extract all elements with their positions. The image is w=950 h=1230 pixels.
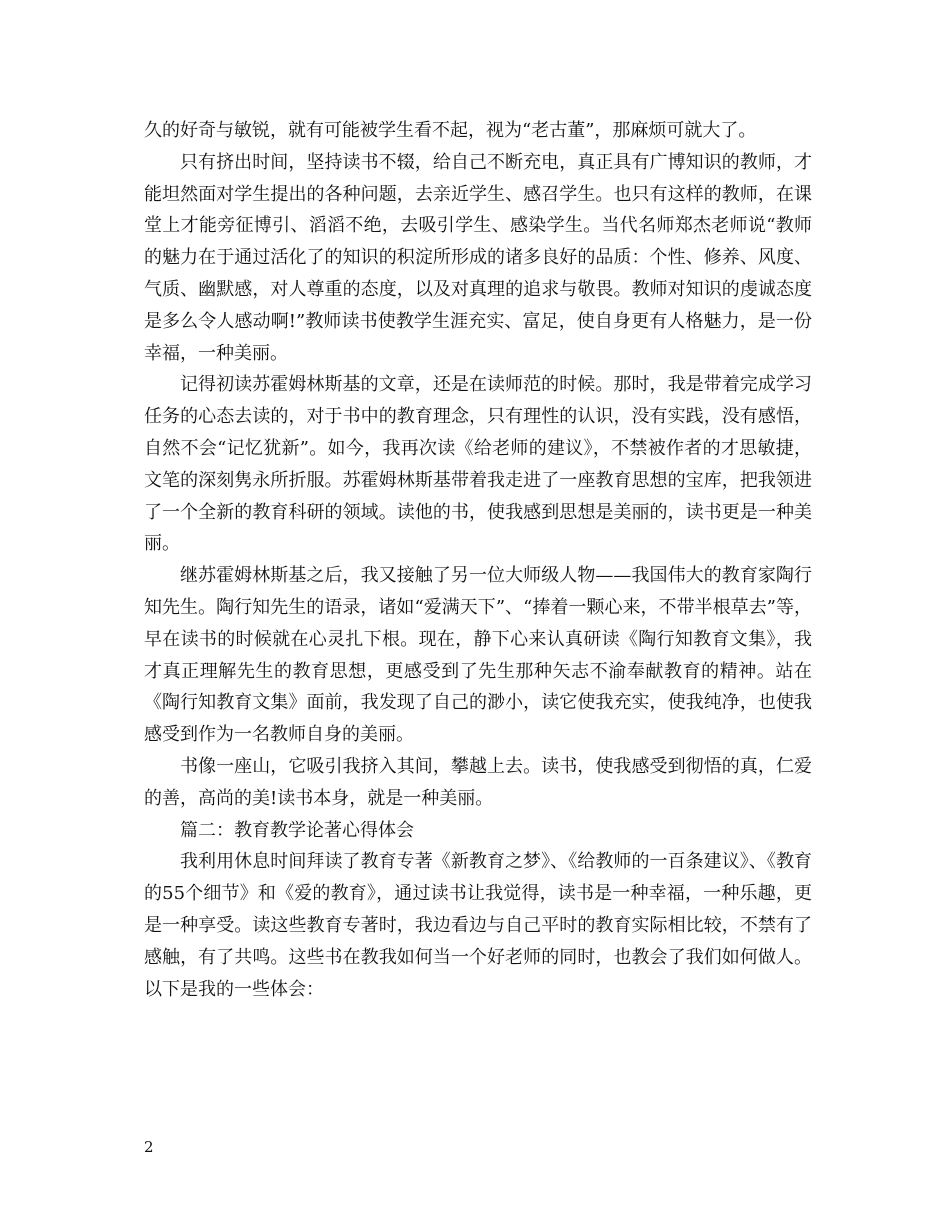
section-heading: 篇二：教育教学论著心得体会 <box>180 819 414 841</box>
paragraph: 记得初读苏霍姆林斯基的文章，还是在读师范的时候。那时，我是带着完成学习任务的心态去读的，对于书中的教育理念，只有理性的认识，没有实践，没有感悟，自然不会“记忆犹新”。如今，我再次读《给老师的建议》，不禁被作者的才思敏捷，文笔的深刻隽永所折服。苏霍姆林斯基带着我走进了一座教育思想的宝库，把我领进了一个全新的教育科研的领域。读他的书，使我感到思想是美丽的，读书更是一种美丽。 <box>144 374 812 555</box>
paragraph: 书像一座山，它吸引我挤入其间，攀越上去。读书，使我感受到彻悟的真，仁爱的善，高尚的美!读书本身，就是一种美丽。 <box>144 755 812 809</box>
paragraph: 我利用休息时间拜读了教育专著《新教育之梦》、《给教师的一百条建议》、《教育的55个细节》和《爱的教育》，通过读书让我觉得，读书是一种幸福，一种乐趣，更是一种享受。读这些教育专著时，我边看边与自己平时的教育实际相比较，不禁有了感触，有了共鸣。这些书在教我如何当一个好老师的同时，也教会了我们如何做人。以下是我的一些体会： <box>144 851 812 1000</box>
paragraph-continuation: 久的好奇与敏锐，就有可能被学生看不起，视为“老古董”，那麻烦可就大了。 <box>144 120 757 141</box>
document-body <box>144 115 812 1005</box>
paragraph: 继苏霍姆林斯基之后，我又接触了另一位大师级人物——我国伟大的教育家陶行知先生。陶行知先生的语录，诸如“爱满天下”、“捧着一颗心来，不带半根草去”等，早在读书的时候就在心灵扎下根。现在，静下心来认真研读《陶行知教育文集》，我才真正理解先生的教育思想，更感受到了先生那种矢志不渝奉献教育的精神。站在《陶行知教育文集》面前，我发现了自己的渺小，读它使我充实，使我纯净，也使我感受到作为一名教师自身的美丽。 <box>144 565 812 746</box>
paragraph: 只有挤出时间，坚持读书不辍，给自己不断充电，真正具有广博知识的教师，才能坦然面对学生提出的各种问题，去亲近学生、感召学生。也只有这样的教师，在课堂上才能旁征博引、滔滔不绝，去吸引学生、感染学生。当代名师郑杰老师说“教师的魅力在于通过活化了的知识的积淀所形成的诸多良好的品质：个性、修养、风度、气质、幽默感，对人尊重的态度，以及对真理的追求与敬畏。教师对知识的虔诚态度是多么令人感动啊!”教师读书使教学生涯充实、富足，使自身更有人格魅力，是一份幸福，一种美丽。 <box>144 151 812 364</box>
page-number: 2 <box>144 1138 154 1156</box>
